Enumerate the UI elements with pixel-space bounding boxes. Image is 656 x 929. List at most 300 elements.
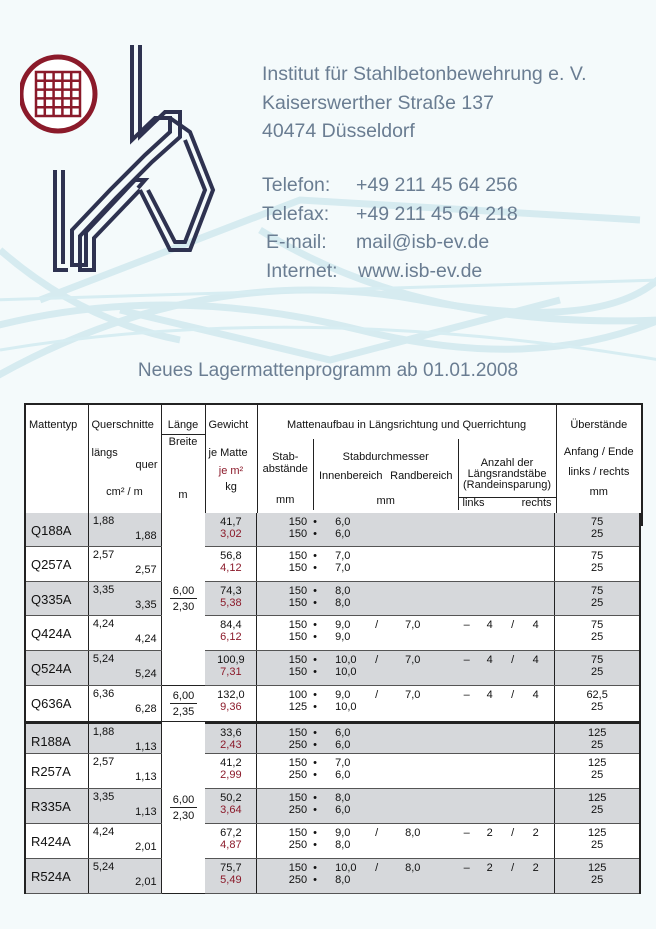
- ueberstand-anfang: 75: [591, 654, 604, 666]
- table-row: [26, 513, 639, 547]
- header-rechts: rechts: [521, 497, 552, 509]
- anzahl-links: 4: [486, 689, 493, 701]
- ueberstand-anfang: 125: [587, 827, 607, 839]
- cell-querschnitte: [89, 651, 162, 685]
- cell-querschnitte: [89, 616, 162, 650]
- diameter-line: [313, 597, 458, 609]
- stab-1: 150: [288, 757, 308, 769]
- durchmesser-innen: 9,0: [335, 619, 351, 631]
- cell-ueberstand: [555, 859, 639, 893]
- cell-ueberstand: [555, 547, 639, 581]
- cell-gewicht: [205, 724, 257, 753]
- header-stab-unit: mm: [276, 494, 295, 506]
- contact-fax: [262, 200, 518, 229]
- ueberstand-anfang: 125: [587, 792, 607, 804]
- durchmesser-quer: 9,0: [335, 631, 351, 643]
- slash: /: [375, 654, 379, 666]
- stab-1: 150: [288, 827, 308, 839]
- mattentyp-value: R524A: [31, 869, 71, 884]
- header-laenge: [161, 404, 205, 525]
- slash: [504, 792, 522, 823]
- slash: [504, 516, 522, 546]
- slash: [375, 550, 405, 562]
- cell-durchmesser: [313, 686, 458, 721]
- cell-stababstand: [257, 547, 313, 581]
- diameter-line: [313, 585, 458, 597]
- ueberstand-ende: 25: [591, 528, 604, 540]
- table-row: [26, 686, 639, 722]
- bullet: •: [313, 839, 317, 851]
- ueberstand-ende: 25: [591, 769, 604, 781]
- cell-ueberstand: [555, 686, 639, 721]
- diameter-line: [313, 666, 458, 678]
- cell-stababstand: [257, 686, 313, 721]
- anzahl-links: [476, 516, 504, 546]
- ueberstand-anfang: 125: [587, 727, 607, 739]
- diameter-line: [313, 827, 458, 839]
- durchmesser-rand: [405, 792, 445, 804]
- mattentyp-value: Q424A: [31, 626, 72, 641]
- slash: /: [375, 862, 379, 874]
- quer-value: 1,13: [135, 741, 157, 753]
- stab-1: 150: [288, 550, 308, 562]
- cell-ueberstand: [555, 513, 639, 546]
- ueberstand-ende: 25: [591, 739, 604, 751]
- gewicht-m2: 3,64: [220, 804, 242, 816]
- institute-city: 40474 Düsseldorf: [262, 120, 415, 142]
- cell-anzahl: [458, 547, 556, 581]
- cell-durchmesser: [313, 724, 458, 753]
- gewicht-m2: 9,36: [220, 701, 242, 713]
- institute-street: Kaiserswerther Straße 137: [262, 91, 494, 114]
- address-block: [262, 60, 587, 146]
- header-aufbau-title: Mattenaufbau in Längsrichtung und Querrichtung: [286, 419, 527, 431]
- laengs-value: 5,24: [92, 653, 115, 665]
- slash: /: [511, 619, 515, 631]
- anzahl-links: 2: [486, 827, 493, 839]
- anzahl-rechts: [522, 757, 550, 788]
- slash: [375, 727, 405, 739]
- durchmesser-rand: 7,0: [405, 654, 421, 666]
- header-dm-unit: mm: [376, 495, 395, 507]
- durchmesser-rand: 8,0: [405, 862, 421, 874]
- ueberstand-anfang: 75: [591, 516, 604, 528]
- table-row: [26, 722, 639, 754]
- mattentyp-value: R257A: [31, 764, 71, 779]
- mattentyp-value: Q188A: [31, 523, 72, 538]
- mattentyp-value: R335A: [31, 799, 71, 814]
- slash: /: [375, 619, 379, 631]
- ueberstand-ende: 25: [591, 839, 604, 851]
- header-quer: quer: [135, 459, 158, 471]
- bullet: •: [313, 528, 317, 540]
- slash: [504, 585, 522, 615]
- durchmesser-quer: 8,0: [335, 839, 351, 851]
- dash: –: [463, 654, 470, 666]
- bullet: •: [313, 862, 317, 874]
- stab-2: 250: [288, 874, 308, 886]
- stab-2: 125: [288, 701, 308, 713]
- laenge-value: 6,00: [170, 585, 197, 599]
- header-anzahl: [458, 439, 556, 510]
- stab-1: 100: [288, 689, 308, 701]
- ueberstand-anfang: 75: [591, 550, 604, 562]
- contact-label: Telefon:: [262, 174, 331, 196]
- anzahl-rechts: [522, 516, 550, 546]
- gewicht-matte: 56,8: [220, 550, 242, 562]
- quer-value: 6,28: [135, 703, 157, 715]
- mattentyp-value: Q335A: [31, 592, 72, 607]
- durchmesser-quer: 7,0: [335, 562, 351, 574]
- header-kg: kg: [225, 481, 237, 493]
- cell-mattentyp: [26, 824, 89, 858]
- cell-anzahl: [458, 686, 556, 721]
- diameter-line: [313, 619, 458, 631]
- durchmesser-innen: 7,0: [335, 757, 351, 769]
- cell-mattentyp: [26, 547, 89, 581]
- dash: [458, 757, 476, 788]
- durchmesser-rand: 8,0: [405, 827, 421, 839]
- header-links: links: [462, 497, 485, 509]
- slash: [504, 757, 522, 788]
- anzahl-rechts: 2: [532, 827, 539, 839]
- ueberstand-anfang: 62,5: [586, 689, 608, 701]
- durchmesser-innen: 10,0: [335, 654, 357, 666]
- ueberstand-ende: 25: [591, 631, 604, 643]
- cell-ueberstand: [555, 824, 639, 858]
- cell-querschnitte: [89, 754, 162, 788]
- anzahl-rechts: 4: [532, 689, 539, 701]
- quer-value: 1,13: [135, 806, 157, 818]
- quer-value: 2,01: [135, 841, 157, 853]
- cell-gewicht: [205, 651, 257, 685]
- durchmesser-innen: 9,0: [335, 689, 351, 701]
- durchmesser-quer: 8,0: [335, 597, 351, 609]
- cell-gewicht: [205, 513, 257, 546]
- diameter-line: [313, 562, 458, 574]
- quer-value: 2,01: [135, 876, 157, 888]
- durchmesser-quer: 10,0: [335, 701, 357, 713]
- slash: /: [511, 827, 515, 839]
- breite-value: 2,35: [172, 705, 195, 718]
- gewicht-matte: 84,4: [220, 619, 242, 631]
- cell-anzahl: [458, 754, 556, 788]
- durchmesser-rand: [405, 727, 445, 739]
- bullet: •: [313, 516, 317, 528]
- cell-anzahl: [458, 789, 556, 823]
- header-gewicht: [205, 404, 257, 525]
- header-ue-unit: mm: [589, 486, 608, 498]
- bullet: •: [313, 769, 317, 781]
- header-laenge-title: Länge: [167, 419, 199, 431]
- mattentyp-value: R424A: [31, 834, 71, 849]
- cell-durchmesser: [313, 824, 458, 858]
- laengs-value: 2,57: [92, 549, 115, 561]
- durchmesser-innen: 9,0: [335, 827, 351, 839]
- dash: [458, 550, 476, 581]
- stab-2: 150: [288, 631, 308, 643]
- anzahl-rechts: 4: [532, 619, 539, 631]
- bullet: •: [313, 701, 317, 713]
- durchmesser-rand: 7,0: [405, 689, 421, 701]
- contact-label: E-mail:: [266, 231, 327, 253]
- mattentyp-value: Q257A: [31, 557, 72, 572]
- isb-logo: [20, 40, 240, 280]
- anzahl-rechts: [522, 792, 550, 823]
- durchmesser-innen: 6,0: [335, 727, 351, 739]
- laenge-value: 6,00: [170, 690, 197, 704]
- bullet: •: [313, 757, 317, 769]
- anzahl-rechts: 2: [532, 862, 539, 874]
- header-je-m2: je m²: [218, 465, 244, 477]
- cell-durchmesser: [313, 754, 458, 788]
- header-links-rechts: links / rechts: [568, 466, 630, 478]
- cell-stababstand: [257, 754, 313, 788]
- contact-value[interactable]: mail@isb-ev.de: [356, 231, 490, 253]
- durchmesser-quer: 6,0: [335, 804, 351, 816]
- diameter-line: [313, 769, 458, 781]
- gewicht-matte: 75,7: [220, 862, 242, 874]
- gewicht-matte: 33,6: [220, 727, 242, 739]
- header-querschnitte-title: Querschnitte: [91, 419, 154, 431]
- diameter-line: [313, 701, 458, 713]
- contact-web: [262, 257, 518, 286]
- table-body: [24, 513, 641, 894]
- gewicht-matte: 41,2: [220, 757, 242, 769]
- cell-querschnitte: [89, 724, 162, 753]
- dash: [458, 792, 476, 823]
- stab-2: 250: [288, 839, 308, 851]
- bullet: •: [313, 619, 317, 631]
- contact-value[interactable]: www.isb-ev.de: [358, 259, 483, 282]
- cell-querschnitte: [89, 789, 162, 823]
- diameter-line: [313, 757, 458, 769]
- stab-1: 150: [288, 792, 308, 804]
- header-ueberstaende: [556, 404, 642, 525]
- ueberstand-ende: 25: [591, 804, 604, 816]
- cell-ueberstand: [555, 616, 639, 650]
- cell-mattentyp: [26, 859, 89, 893]
- durchmesser-innen: 6,0: [335, 516, 351, 528]
- slash: /: [375, 827, 379, 839]
- cell-querschnitte: [89, 582, 162, 615]
- diameter-line: [313, 516, 458, 528]
- durchmesser-rand: [405, 516, 445, 528]
- mattentyp-value: Q524A: [31, 661, 72, 676]
- laenge-breite-cell: [162, 722, 205, 894]
- cell-stababstand: [257, 859, 313, 893]
- diameter-line: [313, 839, 458, 851]
- institute-name: Institut für Stahlbetonbewehrung e. V.: [262, 63, 587, 85]
- bullet: •: [313, 585, 317, 597]
- gewicht-matte: 100,9: [217, 654, 245, 666]
- ueberstand-ende: 25: [591, 597, 604, 609]
- anzahl-rechts: [522, 727, 550, 753]
- gewicht-m2: 4,12: [220, 562, 242, 574]
- header-stabdurchmesser-title: Stabdurchmesser: [342, 451, 429, 463]
- anzahl-links: [476, 757, 504, 788]
- cell-stababstand: [257, 824, 313, 858]
- cell-durchmesser: [313, 547, 458, 581]
- durchmesser-rand: [405, 585, 445, 597]
- table-header: [25, 404, 642, 525]
- anzahl-links: [476, 550, 504, 581]
- stab-1: 150: [288, 862, 308, 874]
- slash: [375, 757, 405, 769]
- anzahl-rechts: [522, 550, 550, 581]
- stab-2: 250: [288, 739, 308, 751]
- bullet: •: [313, 597, 317, 609]
- stab-1: 150: [288, 585, 308, 597]
- bullet: •: [313, 550, 317, 562]
- header-querschnitte: [88, 404, 161, 525]
- laengs-value: 4,24: [92, 618, 115, 630]
- gewicht-m2: 7,31: [220, 666, 242, 678]
- header-stababstaende: [258, 439, 313, 510]
- anzahl-links: 2: [486, 862, 493, 874]
- laengs-value: 2,57: [92, 756, 115, 768]
- stab-2: 250: [288, 804, 308, 816]
- bullet: •: [313, 727, 317, 739]
- diameter-line: [313, 804, 458, 816]
- cell-anzahl: [458, 582, 556, 615]
- ueberstand-ende: 25: [591, 666, 604, 678]
- cell-mattentyp: [26, 582, 89, 615]
- page-title: Neues Lagermattenprogramm ab 01.01.2008: [137, 360, 519, 381]
- durchmesser-innen: 7,0: [335, 550, 351, 562]
- cell-durchmesser: [313, 582, 458, 615]
- header-ueberstaende-title: Überstände: [570, 419, 628, 431]
- diameter-line: [313, 792, 458, 804]
- cell-stababstand: [257, 513, 313, 546]
- table-row: [26, 754, 639, 789]
- contact-block: [262, 171, 518, 285]
- stab-1: 150: [288, 727, 308, 739]
- cell-mattentyp: [26, 513, 89, 546]
- cell-gewicht: [205, 859, 257, 893]
- bullet: •: [313, 874, 317, 886]
- gewicht-matte: 50,2: [220, 792, 242, 804]
- cell-mattentyp: [26, 789, 89, 823]
- gewicht-matte: 74,3: [220, 585, 242, 597]
- header-laengs: längs: [91, 447, 118, 459]
- header-anzahl-text: Anzahl der Längsrandstäbe (Randeinsparung): [462, 457, 552, 491]
- cell-querschnitte: [89, 859, 162, 893]
- cell-gewicht: [205, 824, 257, 858]
- header-stabdurchmesser: [313, 439, 458, 510]
- diameter-line: [313, 862, 458, 874]
- gewicht-m2: 5,38: [220, 597, 242, 609]
- anzahl-links: [476, 727, 504, 753]
- stab-2: 150: [288, 562, 308, 574]
- quer-value: 5,24: [135, 668, 157, 680]
- bullet: •: [313, 689, 317, 701]
- cell-querschnitte: [89, 824, 162, 858]
- cell-gewicht: [205, 754, 257, 788]
- diameter-line: [313, 739, 458, 751]
- bullet: •: [313, 666, 317, 678]
- cell-gewicht: [205, 547, 257, 581]
- cell-mattentyp: [26, 651, 89, 685]
- contact-email: [262, 228, 518, 257]
- laengs-value: 1,88: [92, 515, 115, 527]
- laengs-value: 3,35: [92, 791, 115, 803]
- slash: [504, 550, 522, 581]
- header-bereich: [314, 470, 458, 482]
- gewicht-m2: 2,43: [220, 739, 242, 751]
- header-innenbereich: Innenbereich: [318, 470, 383, 482]
- table-row: [26, 859, 639, 894]
- cell-durchmesser: [313, 651, 458, 685]
- cell-mattentyp: [26, 616, 89, 650]
- stab-2: 250: [288, 769, 308, 781]
- durchmesser-rand: [405, 550, 445, 562]
- cell-mattentyp: [26, 686, 89, 721]
- ueberstand-anfang: 75: [591, 619, 604, 631]
- mesh-table: [24, 403, 643, 526]
- durchmesser-quer: 6,0: [335, 528, 351, 540]
- contact-phone: [262, 171, 518, 200]
- cell-stababstand: [257, 724, 313, 753]
- laengs-value: 5,24: [92, 861, 115, 873]
- cell-anzahl: [458, 616, 556, 650]
- cell-stababstand: [257, 616, 313, 650]
- table-row: [26, 547, 639, 582]
- cell-durchmesser: [313, 616, 458, 650]
- table-row: [26, 582, 639, 616]
- cell-mattentyp: [26, 724, 89, 753]
- durchmesser-quer: 6,0: [335, 739, 351, 751]
- cell-anzahl: [458, 513, 556, 546]
- dash: [458, 516, 476, 546]
- ueberstand-ende: 25: [591, 874, 604, 886]
- cell-anzahl: [458, 724, 556, 753]
- dash: [458, 585, 476, 615]
- contact-value: +49 211 45 64 256: [356, 174, 518, 196]
- stab-1: 150: [288, 654, 308, 666]
- bullet: •: [313, 804, 317, 816]
- anzahl-links: 4: [486, 619, 493, 631]
- cell-stababstand: [257, 582, 313, 615]
- gewicht-matte: 41,7: [220, 516, 242, 528]
- gewicht-m2: 3,02: [220, 528, 242, 540]
- header-aufbau: [257, 404, 556, 525]
- cell-ueberstand: [555, 724, 639, 753]
- slash: [375, 792, 405, 804]
- bullet: •: [313, 739, 317, 751]
- durchmesser-innen: 8,0: [335, 585, 351, 597]
- durchmesser-quer: 6,0: [335, 769, 351, 781]
- cell-mattentyp: [26, 754, 89, 788]
- cell-gewicht: [205, 686, 257, 721]
- ueberstand-ende: 25: [591, 562, 604, 574]
- mattentyp-value: R188A: [31, 734, 71, 749]
- header-gewicht-title: Gewicht: [208, 419, 249, 431]
- contact-label: Telefax:: [262, 202, 330, 225]
- slash: /: [511, 862, 515, 874]
- slash: [504, 727, 522, 753]
- bullet: •: [313, 792, 317, 804]
- slash: /: [511, 654, 515, 666]
- diameter-line: [313, 631, 458, 643]
- ueberstand-anfang: 75: [591, 585, 604, 597]
- header-anfang: Anfang / Ende: [563, 446, 634, 458]
- header-stababstaende-text: Stab- abstände: [262, 451, 308, 475]
- gewicht-m2: 5,49: [220, 874, 242, 886]
- anzahl-links: [476, 585, 504, 615]
- header-randbereich: Randbereich: [390, 470, 453, 482]
- laenge-value: 6,00: [170, 794, 197, 808]
